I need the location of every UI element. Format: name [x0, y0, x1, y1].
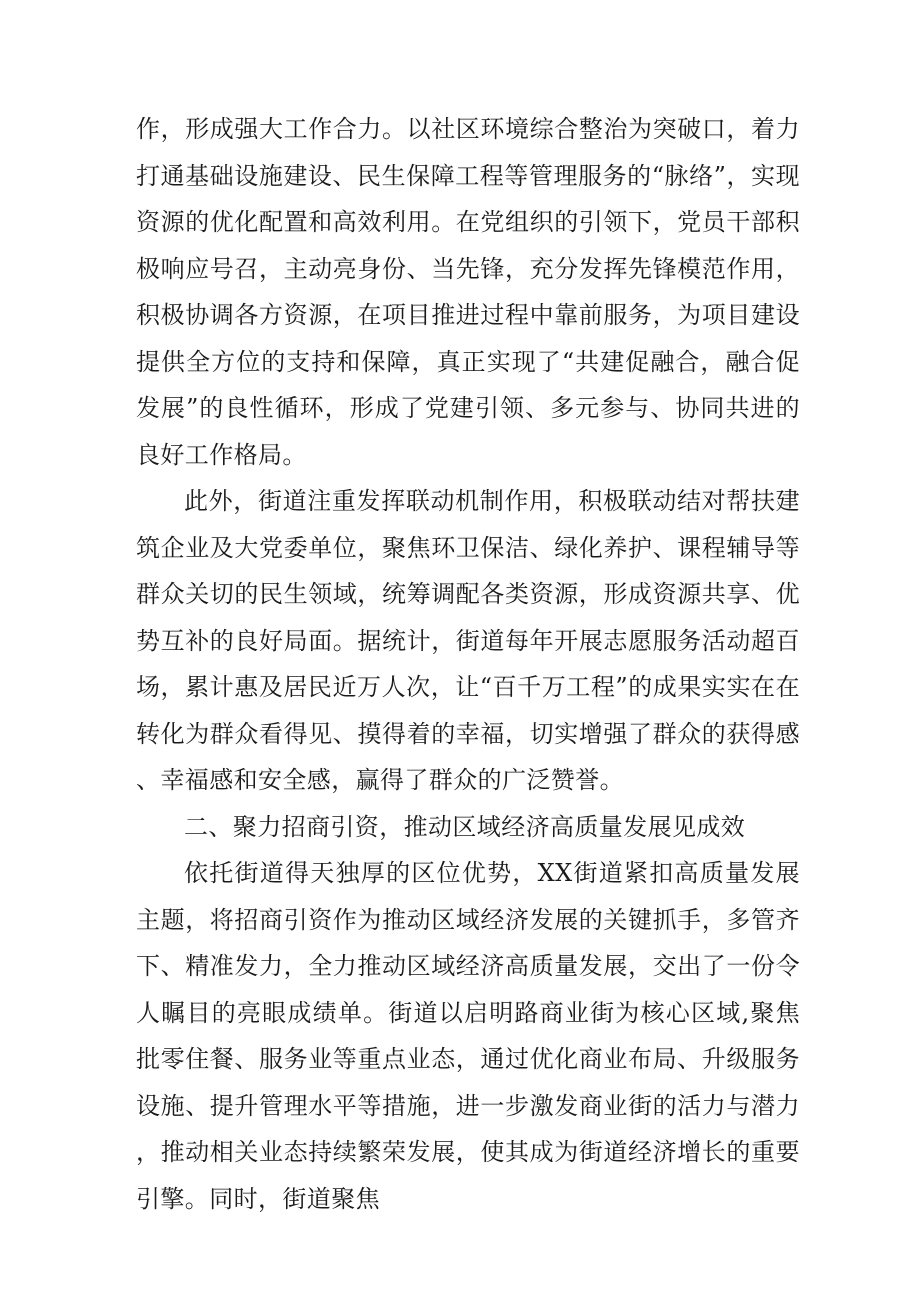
paragraph-investment-promotion: 依托街道得天独厚的区位优势，XX街道紧扣高质量发展主题，将招商引资作为推动区域经济发展的关键抓手，多管齐下、精准发力，全力推动区域经济高质量发展，交出了一份令人瞩目的亮眼成绩单。街道以启明路商业街为核心区域,聚焦批零住餐、服务业等重点业态，通过优化商业布局、升级服务设施、提升管理水平等措施，进一步激发商业街的活力与潜力，推动相关业态持续繁荣发展，使其成为街道经济增长的重要引擎。同时，街道聚焦 — [136, 859, 800, 1213]
paragraph-continuation: 作，形成强大工作合力。以社区环境综合整治为突破口，着力打通基础设施建设、民生保障工程等管理服务的“脉络”，实现资源的优化配置和高效利用。在党组织的引领下，党员干部积极响应号召，主动亮身份、当先锋，充分发挥先锋模范作用，积极协调各方资源，在项目推进过程中靠前服务，为项目建设提供全方位的支持和保障，真正实现了“共建促融合，融合促发展”的良性循环，形成了党建引领、多元参与、协同共进的良好工作格局。 — [136, 115, 800, 469]
document-body — [136, 106, 800, 1222]
section-heading: 二、聚力招商引资，推动区域经济高质量发展见成效 — [184, 812, 746, 841]
paragraph-linkage-mechanism: 此外，街道注重发挥联动机制作用，积极联动结对帮扶建筑企业及大党委单位，聚焦环卫保洁、绿化养护、课程辅导等群众关切的民生领域，统筹调配各类资源，形成资源共享、优势互补的良好局面。据统计，街道每年开展志愿服务活动超百场，累计惠及居民近万人次，让“百千万工程”的成果实实在在转化为群众看得见、摸得着的幸福，切实增强了群众的获得感、幸福感和安全感，赢得了群众的广泛赞誉。 — [136, 487, 800, 794]
